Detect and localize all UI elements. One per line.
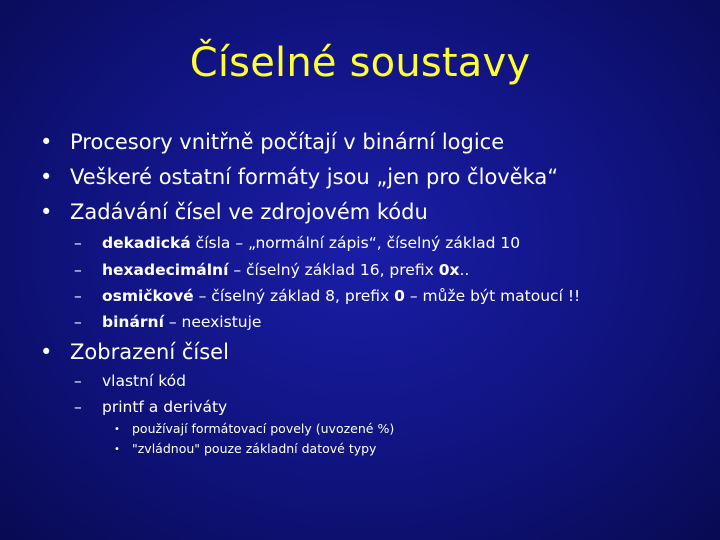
bullet-icon: •	[40, 165, 53, 189]
dash-icon: –	[74, 398, 82, 416]
bullet-item	[40, 130, 504, 154]
sub-item	[74, 287, 580, 305]
sub-item-term: osmičkové	[102, 287, 194, 305]
bullet-icon: •	[40, 200, 53, 224]
sub-item-term: binární	[102, 313, 164, 331]
bullet-text: Zadávání čísel ve zdrojovém kódu	[70, 200, 428, 224]
bullet-text: Veškeré ostatní formáty jsou „jen pro člověka“	[70, 165, 559, 189]
sub-sub-item	[114, 421, 394, 436]
bullet-item	[40, 165, 558, 189]
bullet-text: Zobrazení čísel	[70, 340, 229, 364]
sub-item-text: – číselný základ 8, prefix	[193, 287, 395, 305]
bullet-icon: •	[40, 130, 53, 154]
sub-sub-item-text: používají formátovací povely (uvozené %)	[132, 421, 395, 436]
sub-item-text-end: ..	[459, 261, 470, 279]
sub-item-term: dekadická	[102, 234, 191, 252]
sub-item	[74, 372, 186, 390]
sub-item	[74, 261, 469, 279]
dash-icon: –	[74, 261, 82, 279]
sub-item-text: printf a deriváty	[102, 398, 228, 416]
sub-item	[74, 234, 520, 252]
sub-item-text: vlastní kód	[102, 372, 186, 390]
sub-item-text-end: – může být matoucí !!	[404, 287, 581, 305]
dash-icon: –	[74, 287, 82, 305]
bullet-icon: •	[40, 340, 53, 364]
dash-icon: –	[74, 313, 82, 331]
bullet-icon: •	[114, 444, 120, 455]
dash-icon: –	[74, 234, 82, 252]
sub-item-prefix: 0	[394, 287, 405, 305]
sub-item	[74, 313, 261, 331]
sub-sub-item-text: "zvládnou" pouze základní datové typy	[132, 441, 377, 456]
sub-item-prefix: 0x	[438, 261, 460, 279]
sub-item-text: – neexistuje	[163, 313, 262, 331]
bullet-icon: •	[114, 424, 120, 435]
sub-item-term: hexadecimální	[102, 261, 229, 279]
bullet-text: Procesory vnitřně počítají v binární logice	[70, 130, 505, 154]
sub-item-text: – číselný základ 16, prefix	[228, 261, 439, 279]
sub-sub-item	[114, 441, 376, 456]
bullet-item	[40, 200, 428, 224]
slide-title: Číselné soustavy	[189, 40, 531, 86]
dash-icon: –	[74, 372, 82, 390]
sub-item-text: čísla – „normální zápis“, číselný základ 10	[190, 234, 521, 252]
bullet-item	[40, 340, 229, 364]
sub-item	[74, 398, 227, 416]
